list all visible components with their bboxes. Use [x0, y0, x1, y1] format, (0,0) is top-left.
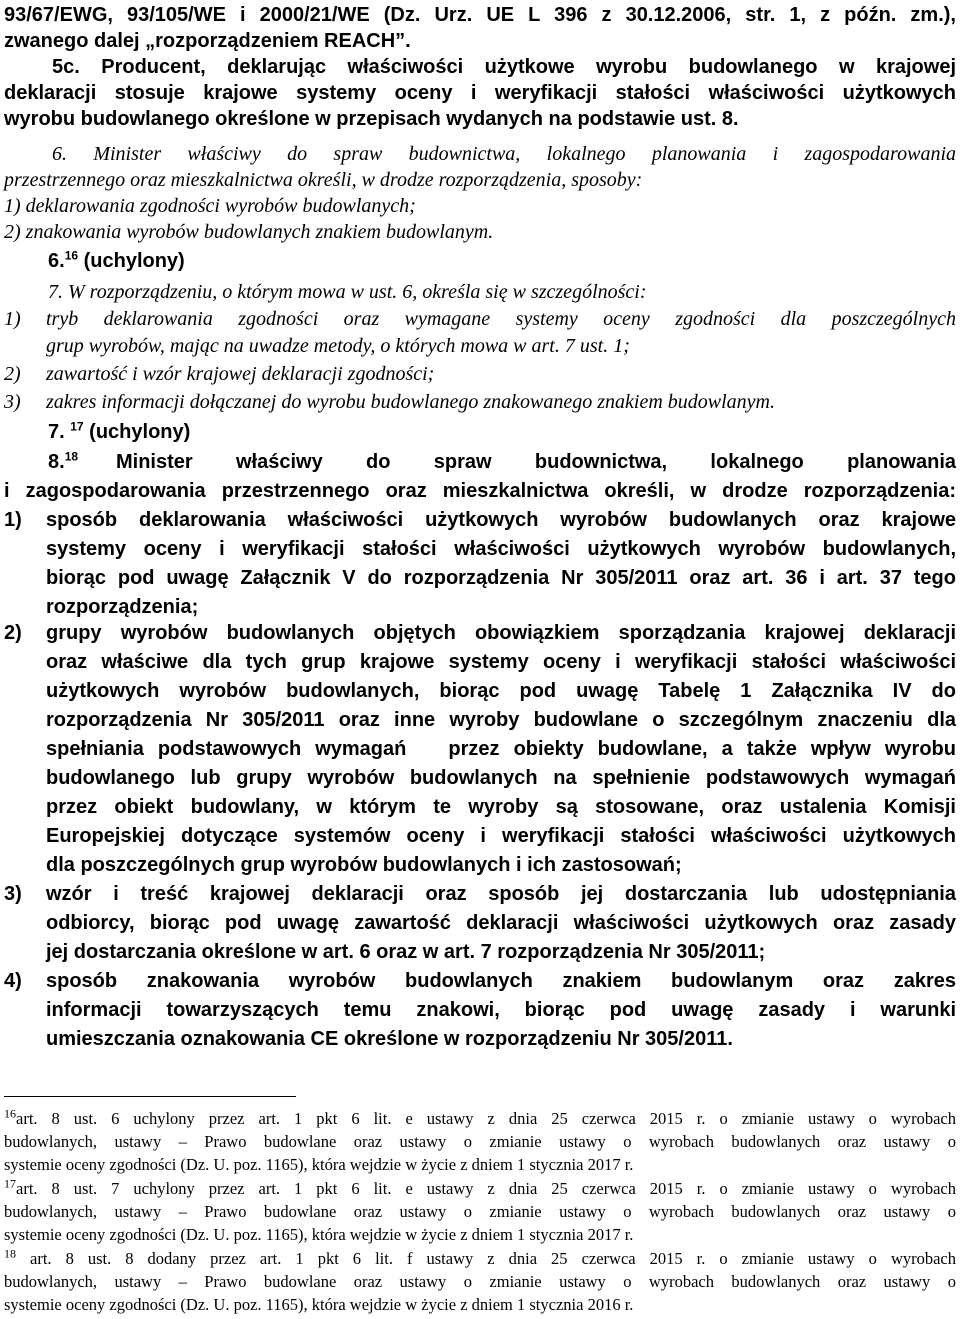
paragraph-8-item: sposób znakowania wyrobów budowlanych znakiem budowlanym oraz zakres — [46, 970, 956, 992]
paragraph-8-item: rozporządzenia; — [46, 596, 199, 618]
footnote-16-line: budowlanych, ustawy – Prawo budowlane oraz ustawy o zmianie ustawy o wyrobach budowlanych oraz ustawy o — [4, 1132, 956, 1151]
paragraph-8-item-number: 1) — [4, 509, 22, 531]
footnote-18-line: systemie oceny zgodności (Dz. U. poz. 1165), która wejdzie w życie z dniem 1 stycznia 2016 r. — [4, 1295, 634, 1314]
paragraph-8-item-number: 3) — [4, 883, 22, 905]
paragraph-7-line: 7. W rozporządzeniu, o którym mowa w ust. 6, określa się w szczególności: — [48, 281, 647, 303]
footnote-number: 18 — [4, 1246, 16, 1261]
paragraph-5c-line: 5c. Producent, deklarując właściwości użytkowe wyrobu budowlanego w krajowej — [52, 56, 956, 78]
paragraph-6-line: 6. Minister właściwy do spraw budownictwa, lokalnego planowania i zagospodarowania — [52, 143, 956, 165]
paragraph-7-item-number: 1) — [4, 308, 21, 330]
paragraph-8-item: odbiorcy, biorąc pod uwagę zawartość deklaracji właściwości użytkowych oraz zasady — [46, 912, 956, 934]
paragraph-8-item: systemy oceny i weryfikacji stałości właściwości użytkowych wyrobów budowlanych, — [46, 538, 956, 560]
paragraph-8-item: sposób deklarowania właściwości użytkowych wyrobów budowlanych oraz krajowe — [46, 509, 956, 531]
paragraph-8-item: biorąc pod uwagę Załącznik V do rozporządzenia Nr 305/2011 oraz art. 36 i art. 37 tego — [46, 567, 956, 589]
footnote-17-line: systemie oceny zgodności (Dz. U. poz. 1165), która wejdzie w życie z dniem 1 stycznia 2017 r. — [4, 1225, 634, 1244]
footnote-17-line: $^{17}$art. 8 ust. 7 uchylony przez art. 1 pkt 6 lit. e ustawy z dnia 25 czerwca 2015 r. o zmianie ustawy o wyrobach — [4, 1176, 956, 1198]
paragraph-7-item-number: 3) — [4, 391, 21, 413]
footnote-18-line: budowlanych, ustawy – Prawo budowlane oraz ustawy o zmianie ustawy o wyrobach budowlanych oraz ustawy o — [4, 1272, 956, 1291]
intro-line: 93/67/EWG, 93/105/WE i 2000/21/WE (Dz. Urz. UE L 396 z 30.12.2006, str. 1, z późn. zm.), — [4, 4, 956, 26]
paragraph-6-line: przestrzennego oraz mieszkalnictwa określi, w drodze rozporządzenia, sposoby: — [4, 169, 643, 191]
paragraph-8-line: Minister właściwy do spraw budownictwa, lokalnego planowania — [116, 451, 956, 473]
paragraph-6-repealed — [48, 248, 956, 274]
footnote-18-line: $^{18}$ art. 8 ust. 8 dodany przez art. 1 pkt 6 lit. f ustawy z dnia 25 czerwca 2015 r. o zmianie ustawy o wyrobach — [4, 1246, 956, 1268]
paragraph-7-item: grup wyrobów, mając na uwadze metody, o których mowa w art. 7 ust. 1; — [46, 335, 630, 357]
paragraph-8-item-number: 4) — [4, 970, 22, 992]
paragraph-5c-line: deklaracji stosuje krajowe systemy oceny i weryfikacji stałości właściwości użytkowych — [4, 82, 956, 104]
paragraph-7-repealed — [48, 419, 956, 445]
paragraph-8-item: rozporządzenia Nr 305/2011 oraz inne wyroby budowlane o szczególnym znaczeniu dla — [46, 709, 956, 731]
paragraph-6-item: 1) deklarowania zgodności wyrobów budowlanych; — [4, 195, 416, 217]
paragraph-number: 7. — [48, 421, 65, 443]
footnote-separator — [4, 1096, 296, 1097]
footnote-number: 17 — [4, 1176, 16, 1191]
paragraph-8-item: informacji towarzyszących temu znakowi, biorąc pod uwagę zasady i warunki — [46, 999, 956, 1021]
footnote-ref: 18 — [64, 449, 79, 464]
repealed-label: (uchylony) — [83, 421, 191, 443]
repealed-label: (uchylony) — [78, 250, 185, 272]
footnote-16-line: systemie oceny zgodności (Dz. U. poz. 1165), która wejdzie w życie z dniem 1 stycznia 2017 r. — [4, 1155, 634, 1174]
footnote-ref: 16 — [64, 248, 79, 263]
paragraph-7-item: zawartość i wzór krajowej deklaracji zgodności; — [46, 363, 435, 385]
paragraph-8-item: budowlanego lub grupy wyrobów budowlanych na spełnienie podstawowych wymagań — [46, 767, 956, 789]
footnote-number: 16 — [4, 1106, 16, 1121]
paragraph-8-number: 8.18 — [48, 449, 79, 473]
paragraph-number: 6. — [48, 250, 65, 272]
paragraph-7-item: zakres informacji dołączanej do wyrobu budowlanego znakowanego znakiem budowlanym. — [46, 391, 776, 413]
intro-line: zwanego dalej „rozporządzeniem REACH”. — [4, 30, 411, 52]
paragraph-8-item: grupy wyrobów budowlanych objętych obowiązkiem sporządzania krajowej deklaracji — [46, 622, 956, 644]
paragraph-8-item: oraz właściwe dla tych grup krajowe systemy oceny i weryfikacji stałości właściwości — [46, 651, 956, 673]
footnote-16-line: $^{16}$art. 8 ust. 6 uchylony przez art. 1 pkt 6 lit. e ustawy z dnia 25 czerwca 2015 r. o zmianie ustawy o wyrobach — [4, 1106, 956, 1128]
footnote-ref: 17 — [70, 419, 84, 434]
paragraph-8-item-number: 2) — [4, 622, 22, 644]
paragraph-8-item: użytkowych wyrobów budowlanych, biorąc pod uwagę Tabelę 1 Załącznika IV do — [46, 680, 956, 702]
paragraph-8-item: wzór i treść krajowej deklaracji oraz sposób jej dostarczania lub udostępniania — [46, 883, 956, 905]
paragraph-7-item: tryb deklarowania zgodności oraz wymagane systemy oceny zgodności dla poszczególnych — [46, 308, 956, 330]
paragraph-7-item-number: 2) — [4, 363, 21, 385]
paragraph-6-item: 2) znakowania wyrobów budowlanych znakiem budowlanym. — [4, 221, 494, 243]
paragraph-8-item: dla poszczególnych grup wyrobów budowlanych i ich zastosowań; — [46, 854, 682, 876]
paragraph-8-line: i zagospodarowania przestrzennego oraz mieszkalnictwa określi, w drodze rozporządzenia: — [4, 480, 956, 502]
paragraph-8-item: Europejskiej dotyczące systemów oceny i weryfikacji stałości właściwości użytkowych — [46, 825, 956, 847]
footnote-17-line: budowlanych, ustawy – Prawo budowlane oraz ustawy o zmianie ustawy o wyrobach budowlanych oraz ustawy o — [4, 1202, 956, 1221]
paragraph-8-item: jej dostarczania określone w art. 6 oraz w art. 7 rozporządzenia Nr 305/2011; — [46, 941, 766, 963]
paragraph-8-item: spełniania podstawowych wymagań przez obiekty budowlane, a także wpływ wyrobu — [46, 738, 956, 760]
paragraph-5c-line: wyrobu budowlanego określone w przepisach wydanych na podstawie ust. 8. — [4, 108, 739, 130]
paragraph-8-item: umieszczania oznakowania CE określone w rozporządzeniu Nr 305/2011. — [46, 1028, 733, 1050]
paragraph-8-item: przez obiekt budowlany, w którym te wyroby są stosowane, oraz ustalenia Komisji — [46, 796, 956, 818]
